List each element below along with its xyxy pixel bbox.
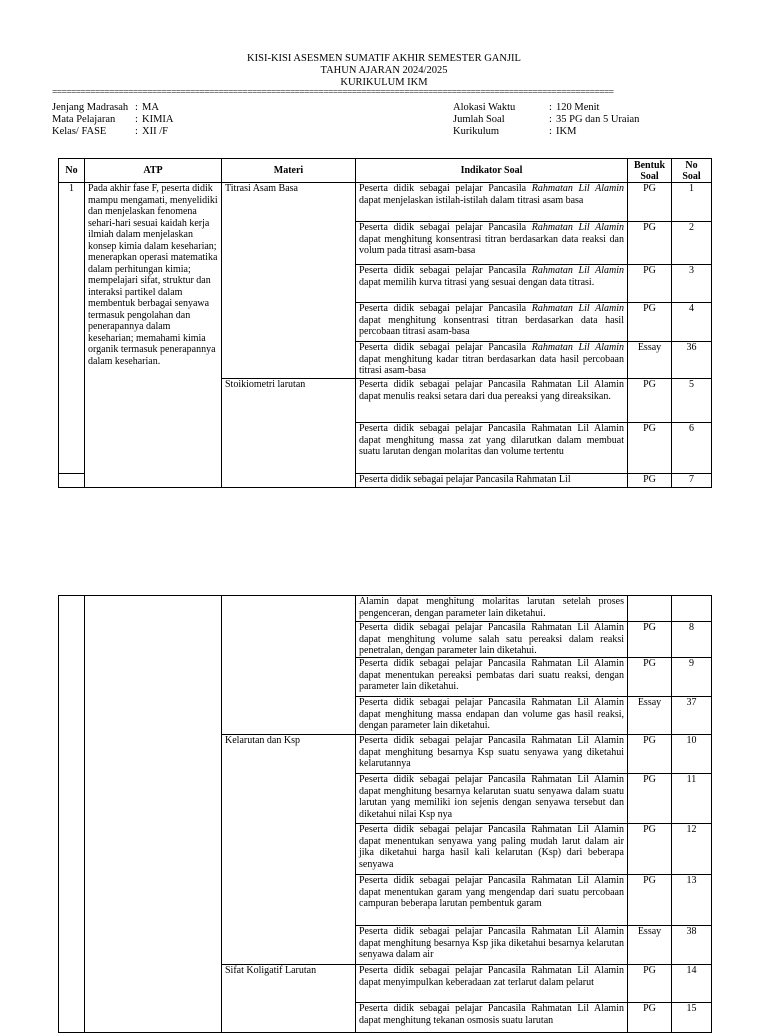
meta-colon: : <box>135 114 138 125</box>
meta-right <box>453 102 639 138</box>
nosoal-cell: 9 <box>672 658 712 697</box>
row-number-empty <box>59 474 85 488</box>
bentuk-cell: PG <box>628 622 672 658</box>
bentuk-cell: PG <box>628 774 672 824</box>
nosoal-cell: 5 <box>672 379 712 423</box>
meta-value: KIMIA <box>142 114 174 125</box>
meta-colon: : <box>135 126 138 137</box>
nosoal-cell: 37 <box>672 697 712 735</box>
indikator-cell: Peserta didik sebagai pelajar Pancasila Rahmatan Lil Alamin dapat menghitung massa endapan dan volume gas hasil reaksi, dengan parameter lain diketahui. <box>356 697 628 735</box>
meta-colon: : <box>549 114 552 125</box>
nosoal-cell: 1 <box>672 183 712 222</box>
document-page-2 <box>0 575 768 1024</box>
indikator-cell: Peserta didik sebagai pelajar Pancasila Rahmatan Lil Alamin dapat menentukan pereaksi pembatas dari suatu reaksi, dengan parameter lain diketahui. <box>356 658 628 697</box>
indikator-cell <box>356 303 628 342</box>
materi-cell: Kelarutan dan Ksp <box>222 735 356 965</box>
meta-left <box>52 102 174 138</box>
table-row <box>59 183 712 222</box>
bentuk-cell <box>628 596 672 622</box>
nosoal-cell: 12 <box>672 824 712 875</box>
indikator-cell: Peserta didik sebagai pelajar Pancasila Rahmatan Lil Alamin dapat menentukan garam yang mengendap dari suatu percobaan campuran beberapa larutan pembentuk garam <box>356 875 628 926</box>
doc-subtitle-curriculum: KURIKULUM IKM <box>340 77 428 88</box>
indikator-cell: Peserta didik sebagai pelajar Pancasila Rahmatan Lil Alamin dapat menulis reaksi setara dari dua pereaksi yang direaksikan. <box>356 379 628 423</box>
indikator-text: dapat menghitung konsentrasi titran berdasarkan data hasil percobaan titrasi asam-basa <box>359 314 624 337</box>
meta-key: Kurikulum <box>453 126 500 137</box>
bentuk-cell: Essay <box>628 342 672 379</box>
meta-value: MA <box>142 102 159 113</box>
nosoal-cell: 6 <box>672 423 712 474</box>
nosoal-cell: 4 <box>672 303 712 342</box>
meta-row <box>52 114 174 126</box>
meta-value: XII /F <box>142 126 168 137</box>
kisi-kisi-table-continued <box>58 595 712 1033</box>
indikator-cell: Peserta didik sebagai pelajar Pancasila Rahmatan Lil Alamin dapat menghitung besarnya kelarutan suatu senyawa dalam suatu larutan yang memiliki ion sejenis dengan senyawa tersebut dan diketahui nilai Ksp nya <box>356 774 628 824</box>
meta-value: 35 PG dan 5 Uraian <box>556 114 640 125</box>
atp-cell: Pada akhir fase F, peserta didik mampu mengamati, menyelidiki dan menjelaskan fenomena sehari-hari sesuai kaidah kerja ilmiah dalam menjelaskan konsep kimia dalam keseharian; menerapkan operasi matematika dalam perhitungan kimia; mempelajari sifat, struktur dan interaksi partikel dalam membentuk berbagai senyawa termasuk pengolahan dan penerapannya dalam keseharian; memahami kimia organik termasuk penerapannya dalam keseharian. <box>85 183 222 488</box>
nosoal-cell: 36 <box>672 342 712 379</box>
indikator-italic: Rahmatan Lil Alamin <box>531 342 625 353</box>
nosoal-cell: 13 <box>672 875 712 926</box>
materi-cell <box>222 596 356 735</box>
meta-value: IKM <box>556 126 577 137</box>
indikator-text: Peserta didik sebagai pelajar Pancasila <box>359 303 532 314</box>
indikator-italic: Rahmatan Lil Alamin <box>531 222 625 233</box>
col-header-indikator: Indikator Soal <box>356 159 628 183</box>
indikator-text: dapat menjelaskan istilah-istilah dalam titrasi asam basa <box>359 194 584 206</box>
row-number: 1 <box>59 183 85 474</box>
materi-cell: Sifat Koligatif Larutan <box>222 965 356 1033</box>
doc-subtitle-year: TAHUN AJARAN 2024/2025 <box>320 65 448 76</box>
nosoal-cell: 38 <box>672 926 712 965</box>
indikator-text: Peserta didik sebagai pelajar Pancasila <box>359 265 532 276</box>
indikator-text: Peserta didik sebagai pelajar Pancasila <box>359 342 532 353</box>
bentuk-cell: PG <box>628 423 672 474</box>
indikator-cell <box>356 265 628 303</box>
nosoal-cell: 2 <box>672 222 712 265</box>
meta-colon: : <box>549 102 552 113</box>
bentuk-cell: PG <box>628 379 672 423</box>
indikator-cell: Peserta didik sebagai pelajar Pancasila Rahmatan Lil Alamin dapat menghitung besarnya Ksp jika diketahui besarnya kelarutan senyawa dalam air <box>356 926 628 965</box>
meta-row <box>453 102 639 114</box>
bentuk-cell: PG <box>628 183 672 222</box>
separator-line: ====================================================================================================================== <box>52 88 614 98</box>
indikator-italic: Rahmatan Lil Alamin <box>531 183 625 194</box>
nosoal-cell: 7 <box>672 474 712 488</box>
meta-key: Kelas/ FASE <box>52 126 107 137</box>
meta-row <box>52 126 174 138</box>
meta-value: 120 Menit <box>556 102 600 113</box>
page-gap <box>0 505 768 575</box>
meta-row <box>453 114 639 126</box>
bentuk-cell: Essay <box>628 926 672 965</box>
meta-key: Alokasi Waktu <box>453 102 516 113</box>
bentuk-cell: PG <box>628 265 672 303</box>
nosoal-cell <box>672 596 712 622</box>
indikator-text: dapat memilih kurva titrasi yang sesuai dengan data titrasi. <box>359 276 595 288</box>
nosoal-cell: 8 <box>672 622 712 658</box>
nosoal-cell: 14 <box>672 965 712 1003</box>
bentuk-cell: PG <box>628 965 672 1003</box>
bentuk-cell: PG <box>628 824 672 875</box>
row-number-empty <box>59 596 85 1033</box>
meta-row <box>453 126 639 138</box>
indikator-text: Peserta didik sebagai pelajar Pancasila <box>359 183 532 194</box>
indikator-cell: Peserta didik sebagai pelajar Pancasila Rahmatan Lil Alamin dapat menentukan senyawa yang paling mudah larut dalam air jika diketahui harga hasil kali kelarutan (Ksp) dari beberapa senyawa <box>356 824 628 875</box>
indikator-cell <box>356 183 628 222</box>
bentuk-cell: PG <box>628 1003 672 1033</box>
col-header-no: No <box>59 159 85 183</box>
indikator-cell: Peserta didik sebagai pelajar Pancasila Rahmatan Lil Alamin dapat menghitung tekanan osmosis suatu larutan <box>356 1003 628 1033</box>
indikator-cell: Alamin dapat menghitung molaritas larutan setelah proses pengenceran, dengan parameter lain diketahui. <box>356 596 628 622</box>
meta-key: Jenjang Madrasah <box>52 102 129 113</box>
table-row <box>59 596 712 622</box>
meta-colon: : <box>135 102 138 113</box>
bentuk-cell: PG <box>628 474 672 488</box>
indikator-italic: Rahmatan Lil Alamin <box>531 265 625 276</box>
table-header-row <box>59 159 712 183</box>
col-header-atp: ATP <box>85 159 222 183</box>
nosoal-cell: 11 <box>672 774 712 824</box>
bentuk-cell: PG <box>628 658 672 697</box>
nosoal-cell: 15 <box>672 1003 712 1033</box>
indikator-cell: Peserta didik sebagai pelajar Pancasila Rahmatan Lil Alamin dapat menghitung massa zat yang dilarutkan dalam membuat suatu larutan dengan molaritas dan volume tertentu <box>356 423 628 474</box>
indikator-cell <box>356 342 628 379</box>
bentuk-cell: PG <box>628 303 672 342</box>
indikator-text: Peserta didik sebagai pelajar Pancasila <box>359 222 532 233</box>
meta-key: Mata Pelajaran <box>52 114 116 125</box>
indikator-cell: Peserta didik sebagai pelajar Pancasila Rahmatan Lil Alamin dapat menghitung volume salah satu pereaksi dalam reaksi penetralan, dengan parameter lain diketahui. <box>356 622 628 658</box>
meta-key: Jumlah Soal <box>453 114 505 125</box>
bentuk-cell: PG <box>628 222 672 265</box>
indikator-italic: Rahmatan Lil Alamin <box>531 303 625 314</box>
nosoal-cell: 3 <box>672 265 712 303</box>
bentuk-cell: PG <box>628 735 672 774</box>
doc-title: KISI-KISI ASESMEN SUMATIF AKHIR SEMESTER GANJIL <box>247 53 521 64</box>
materi-cell: Stoikiometri larutan <box>222 379 356 488</box>
col-header-materi: Materi <box>222 159 356 183</box>
bentuk-cell: PG <box>628 875 672 926</box>
indikator-cell: Peserta didik sebagai pelajar Pancasila Rahmatan Lil Alamin dapat menghitung besarnya Ksp suatu senyawa yang diketahui kelarutannya <box>356 735 628 774</box>
meta-row <box>52 102 174 114</box>
kisi-kisi-table <box>58 158 712 488</box>
indikator-text: dapat menghitung kadar titran berdasarkan data hasil percobaan titrasi asam-basa <box>359 353 624 376</box>
bentuk-cell: Essay <box>628 697 672 735</box>
meta-colon: : <box>549 126 552 137</box>
col-header-bentuk: Bentuk Soal <box>628 159 672 183</box>
nosoal-cell: 10 <box>672 735 712 774</box>
materi-cell: Titrasi Asam Basa <box>222 183 356 379</box>
indikator-cell <box>356 222 628 265</box>
indikator-cell: Peserta didik sebagai pelajar Pancasila Rahmatan Lil <box>356 474 628 488</box>
document-page-1 <box>0 0 768 505</box>
col-header-no-soal: No Soal <box>672 159 712 183</box>
indikator-cell: Peserta didik sebagai pelajar Pancasila Rahmatan Lil Alamin dapat menyimpulkan keberadaan zat terlarut dalam pelarut <box>356 965 628 1003</box>
atp-cell-empty <box>85 596 222 1033</box>
indikator-text: dapat menghitung konsentrasi titran berdasarkan data reaksi dan volum pada titrasi asam-basa <box>359 233 624 256</box>
